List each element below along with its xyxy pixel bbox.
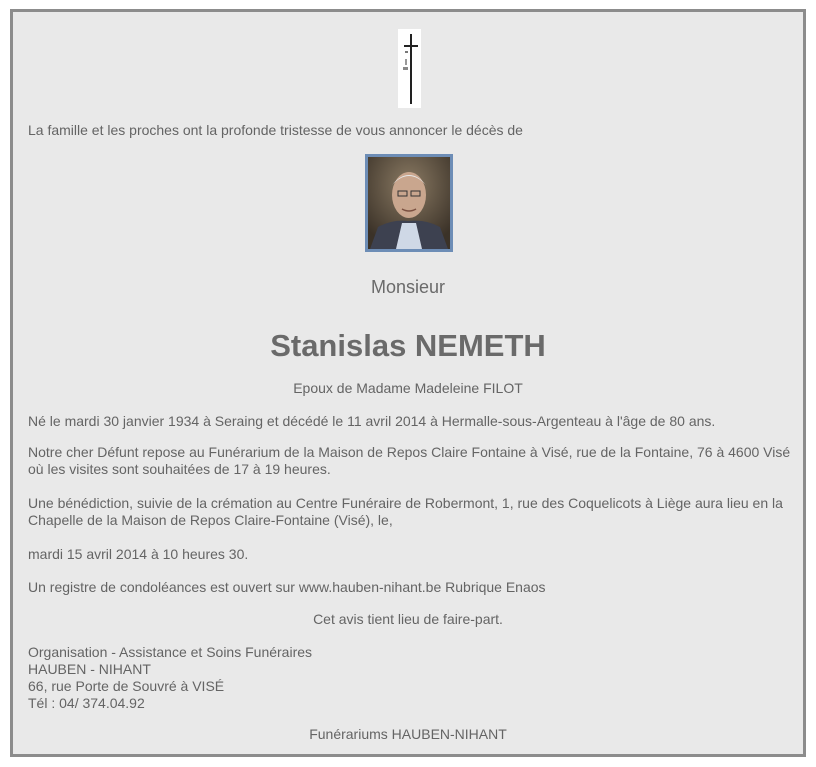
ceremony-text: Une bénédiction, suivie de la crémation au Centre Funéraire de Robermont, 1, rue des Coquelicots à Liège aura lieu en la Chapelle de la Maison de Repos Claire-Fontaine (Visé), le,: [28, 495, 783, 528]
obituary-card: [10, 9, 806, 757]
faire-part-text: Cet avis tient lieu de faire-part.: [313, 611, 503, 627]
spouse-line: Epoux de Madame Madeleine FILOT: [293, 380, 523, 396]
portrait-photo: [365, 154, 453, 252]
organisation-line-3: 66, rue Porte de Souvré à VISÉ: [28, 678, 225, 694]
cross-icon: [398, 29, 421, 108]
honorific: Monsieur: [370, 277, 446, 297]
registry-text: Un registre de condoléances est ouvert sur www.hauben-nihant.be Rubrique Enaos: [28, 579, 546, 595]
organisation-line-1: Organisation - Assistance et Soins Funéraires: [28, 644, 313, 660]
deceased-name: Stanislas NEMETH: [270, 328, 546, 363]
organisation-line-2: HAUBEN - NIHANT: [28, 661, 151, 677]
rest-place-text: Notre cher Défunt repose au Funérarium de la Maison de Repos Claire Fontaine à Visé, rue de la Fontaine, 76 à 4600 Visé où les visites sont souhaitées de 17 à 19 heures.: [28, 444, 791, 477]
footer-text: Funérariums HAUBEN-NIHANT: [309, 726, 507, 742]
organisation-phone: Tél : 04/ 374.04.92: [28, 695, 145, 711]
ceremony-date: mardi 15 avril 2014 à 10 heures 30.: [28, 546, 249, 562]
intro-text: La famille et les proches ont la profonde tristesse de vous annoncer le décès de: [28, 122, 523, 138]
birth-death-text: Né le mardi 30 janvier 1934 à Seraing et décédé le 11 avril 2014 à Hermalle-sous-Argenteau à l'âge de 80 ans.: [28, 413, 716, 429]
